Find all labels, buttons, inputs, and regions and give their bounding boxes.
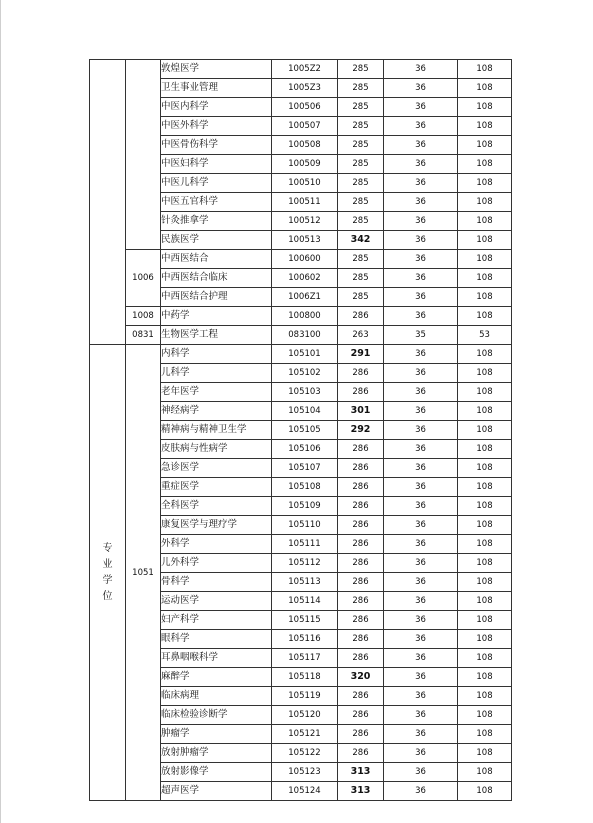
subject-score-100-cell: 36	[384, 592, 458, 611]
total-score-cell: 285	[338, 193, 384, 212]
major-name-cell: 针灸推拿学	[161, 212, 272, 231]
major-name-cell: 耳鼻咽喉科学	[161, 649, 272, 668]
major-name-cell: 精神病与精神卫生学	[161, 421, 272, 440]
total-score-cell: 285	[338, 98, 384, 117]
major-code-cell: 105113	[272, 573, 338, 592]
major-code-cell: 1005Z2	[272, 60, 338, 79]
subject-score-100-cell: 36	[384, 250, 458, 269]
major-code-cell: 105111	[272, 535, 338, 554]
table-row	[90, 250, 512, 269]
total-score-cell: 285	[338, 212, 384, 231]
subject-score-150-cell: 108	[458, 459, 512, 478]
major-name-cell: 敦煌医学	[161, 60, 272, 79]
subject-score-100-cell: 36	[384, 136, 458, 155]
subject-score-100-cell: 36	[384, 782, 458, 801]
table-row	[90, 326, 512, 345]
subject-score-150-cell: 108	[458, 535, 512, 554]
total-score-cell: 285	[338, 155, 384, 174]
subject-score-150-cell: 108	[458, 763, 512, 782]
major-code-cell: 100506	[272, 98, 338, 117]
subject-score-100-cell: 36	[384, 231, 458, 250]
total-score-cell: 292	[338, 421, 384, 440]
subject-score-150-cell: 108	[458, 231, 512, 250]
score-table-body	[90, 60, 512, 801]
subject-score-150-cell: 108	[458, 79, 512, 98]
subject-score-150-cell: 108	[458, 630, 512, 649]
discipline-code-cell: 1006	[126, 250, 161, 307]
subject-score-150-cell: 108	[458, 288, 512, 307]
major-code-cell: 105120	[272, 706, 338, 725]
subject-score-100-cell: 36	[384, 155, 458, 174]
major-name-cell: 麻醉学	[161, 668, 272, 687]
major-code-cell: 100509	[272, 155, 338, 174]
major-name-cell: 卫生事业管理	[161, 79, 272, 98]
major-name-cell: 重症医学	[161, 478, 272, 497]
subject-score-100-cell: 36	[384, 516, 458, 535]
subject-score-100-cell: 36	[384, 535, 458, 554]
total-score-cell: 320	[338, 668, 384, 687]
major-name-cell: 肿瘤学	[161, 725, 272, 744]
subject-score-100-cell: 36	[384, 725, 458, 744]
major-name-cell: 神经病学	[161, 402, 272, 421]
subject-score-150-cell: 108	[458, 725, 512, 744]
subject-score-150-cell: 108	[458, 706, 512, 725]
major-name-cell: 眼科学	[161, 630, 272, 649]
total-score-cell: 285	[338, 250, 384, 269]
subject-score-150-cell: 108	[458, 611, 512, 630]
total-score-cell: 286	[338, 649, 384, 668]
major-code-cell: 100511	[272, 193, 338, 212]
subject-score-100-cell: 36	[384, 649, 458, 668]
major-name-cell: 中医儿科学	[161, 174, 272, 193]
subject-score-100-cell: 36	[384, 421, 458, 440]
subject-score-150-cell: 108	[458, 307, 512, 326]
major-code-cell: 100508	[272, 136, 338, 155]
major-code-cell: 105123	[272, 763, 338, 782]
subject-score-150-cell: 108	[458, 744, 512, 763]
major-code-cell: 1005Z3	[272, 79, 338, 98]
total-score-cell: 286	[338, 440, 384, 459]
subject-score-150-cell: 108	[458, 250, 512, 269]
major-code-cell: 105102	[272, 364, 338, 383]
subject-score-100-cell: 36	[384, 288, 458, 307]
subject-score-100-cell: 36	[384, 60, 458, 79]
subject-score-100-cell: 36	[384, 687, 458, 706]
subject-score-150-cell: 108	[458, 155, 512, 174]
subject-score-150-cell: 108	[458, 687, 512, 706]
major-name-cell: 生物医学工程	[161, 326, 272, 345]
total-score-cell: 291	[338, 345, 384, 364]
discipline-code-cell: 0831	[126, 326, 161, 345]
major-name-cell: 中西医结合	[161, 250, 272, 269]
major-name-cell: 儿外科学	[161, 554, 272, 573]
subject-score-100-cell: 36	[384, 573, 458, 592]
subject-score-100-cell: 36	[384, 269, 458, 288]
total-score-cell: 286	[338, 459, 384, 478]
total-score-cell: 286	[338, 364, 384, 383]
subject-score-100-cell: 36	[384, 744, 458, 763]
table-row	[90, 345, 512, 364]
score-table	[89, 59, 512, 801]
major-name-cell: 内科学	[161, 345, 272, 364]
major-name-cell: 临床病理	[161, 687, 272, 706]
major-code-cell: 105116	[272, 630, 338, 649]
total-score-cell: 285	[338, 60, 384, 79]
major-code-cell: 100507	[272, 117, 338, 136]
major-code-cell: 105101	[272, 345, 338, 364]
subject-score-100-cell: 36	[384, 345, 458, 364]
subject-score-150-cell: 108	[458, 478, 512, 497]
major-code-cell: 105110	[272, 516, 338, 535]
subject-score-150-cell: 108	[458, 98, 512, 117]
major-name-cell: 外科学	[161, 535, 272, 554]
major-code-cell: 105107	[272, 459, 338, 478]
major-name-cell: 超声医学	[161, 782, 272, 801]
subject-score-100-cell: 36	[384, 763, 458, 782]
major-code-cell: 105109	[272, 497, 338, 516]
discipline-code-cell	[126, 60, 161, 250]
major-code-cell: 105119	[272, 687, 338, 706]
subject-score-100-cell: 36	[384, 117, 458, 136]
major-name-cell: 运动医学	[161, 592, 272, 611]
major-code-cell: 105117	[272, 649, 338, 668]
total-score-cell: 286	[338, 687, 384, 706]
subject-score-100-cell: 36	[384, 554, 458, 573]
table-row	[90, 307, 512, 326]
major-name-cell: 中西医结合护理	[161, 288, 272, 307]
degree-type-cell	[90, 60, 126, 345]
subject-score-100-cell: 36	[384, 459, 458, 478]
major-code-cell: 105124	[272, 782, 338, 801]
major-name-cell: 临床检验诊断学	[161, 706, 272, 725]
major-name-cell: 儿科学	[161, 364, 272, 383]
major-code-cell: 105122	[272, 744, 338, 763]
subject-score-100-cell: 36	[384, 440, 458, 459]
major-name-cell: 中医内科学	[161, 98, 272, 117]
subject-score-150-cell: 108	[458, 345, 512, 364]
subject-score-100-cell: 36	[384, 212, 458, 231]
subject-score-100-cell: 36	[384, 706, 458, 725]
major-code-cell: 100602	[272, 269, 338, 288]
major-code-cell: 105106	[272, 440, 338, 459]
degree-type-cell	[90, 345, 126, 801]
subject-score-150-cell: 108	[458, 782, 512, 801]
major-code-cell: 105114	[272, 592, 338, 611]
major-name-cell: 中医五官科学	[161, 193, 272, 212]
subject-score-150-cell: 108	[458, 212, 512, 231]
discipline-code-cell: 1008	[126, 307, 161, 326]
major-name-cell: 中药学	[161, 307, 272, 326]
subject-score-150-cell: 108	[458, 269, 512, 288]
major-name-cell: 放射影像学	[161, 763, 272, 782]
subject-score-150-cell: 108	[458, 649, 512, 668]
total-score-cell: 285	[338, 269, 384, 288]
total-score-cell: 286	[338, 554, 384, 573]
major-name-cell: 骨科学	[161, 573, 272, 592]
total-score-cell: 286	[338, 744, 384, 763]
total-score-cell: 286	[338, 516, 384, 535]
subject-score-100-cell: 36	[384, 668, 458, 687]
major-code-cell: 100600	[272, 250, 338, 269]
major-name-cell: 全科医学	[161, 497, 272, 516]
major-name-cell: 康复医学与理疗学	[161, 516, 272, 535]
major-code-cell: 100513	[272, 231, 338, 250]
major-name-cell: 中医骨伤科学	[161, 136, 272, 155]
major-name-cell: 中医妇科学	[161, 155, 272, 174]
subject-score-150-cell: 108	[458, 193, 512, 212]
subject-score-150-cell: 108	[458, 497, 512, 516]
total-score-cell: 285	[338, 174, 384, 193]
total-score-cell: 286	[338, 573, 384, 592]
total-score-cell: 286	[338, 630, 384, 649]
major-name-cell: 妇产科学	[161, 611, 272, 630]
total-score-cell: 286	[338, 497, 384, 516]
major-name-cell: 中医外科学	[161, 117, 272, 136]
subject-score-100-cell: 36	[384, 478, 458, 497]
total-score-cell: 285	[338, 288, 384, 307]
subject-score-150-cell: 108	[458, 573, 512, 592]
total-score-cell: 286	[338, 478, 384, 497]
major-name-cell: 放射肿瘤学	[161, 744, 272, 763]
subject-score-100-cell: 36	[384, 630, 458, 649]
total-score-cell: 286	[338, 307, 384, 326]
major-code-cell: 100512	[272, 212, 338, 231]
subject-score-100-cell: 36	[384, 307, 458, 326]
major-code-cell: 105103	[272, 383, 338, 402]
major-name-cell: 老年医学	[161, 383, 272, 402]
total-score-cell: 263	[338, 326, 384, 345]
total-score-cell: 286	[338, 535, 384, 554]
table-row	[90, 60, 512, 79]
major-name-cell: 中西医结合临床	[161, 269, 272, 288]
total-score-cell: 286	[338, 383, 384, 402]
subject-score-150-cell: 108	[458, 592, 512, 611]
discipline-code-cell: 1051	[126, 345, 161, 801]
subject-score-150-cell: 108	[458, 554, 512, 573]
subject-score-100-cell: 36	[384, 364, 458, 383]
major-code-cell: 105108	[272, 478, 338, 497]
major-code-cell: 100800	[272, 307, 338, 326]
subject-score-150-cell: 53	[458, 326, 512, 345]
subject-score-100-cell: 36	[384, 79, 458, 98]
subject-score-150-cell: 108	[458, 60, 512, 79]
major-code-cell: 105104	[272, 402, 338, 421]
total-score-cell: 313	[338, 763, 384, 782]
total-score-cell: 286	[338, 725, 384, 744]
major-code-cell: 105105	[272, 421, 338, 440]
major-code-cell: 100510	[272, 174, 338, 193]
major-name-cell: 皮肤病与性病学	[161, 440, 272, 459]
subject-score-100-cell: 36	[384, 98, 458, 117]
total-score-cell: 301	[338, 402, 384, 421]
subject-score-150-cell: 108	[458, 364, 512, 383]
major-code-cell: 1006Z1	[272, 288, 338, 307]
degree-type-label: 专业学位	[102, 542, 113, 602]
total-score-cell: 286	[338, 706, 384, 725]
major-code-cell: 083100	[272, 326, 338, 345]
subject-score-150-cell: 108	[458, 440, 512, 459]
subject-score-150-cell: 108	[458, 668, 512, 687]
subject-score-100-cell: 36	[384, 174, 458, 193]
subject-score-150-cell: 108	[458, 516, 512, 535]
major-code-cell: 105118	[272, 668, 338, 687]
total-score-cell: 342	[338, 231, 384, 250]
subject-score-100-cell: 36	[384, 497, 458, 516]
subject-score-100-cell: 36	[384, 611, 458, 630]
subject-score-150-cell: 108	[458, 136, 512, 155]
major-code-cell: 105115	[272, 611, 338, 630]
subject-score-100-cell: 36	[384, 193, 458, 212]
major-code-cell: 105121	[272, 725, 338, 744]
subject-score-150-cell: 108	[458, 402, 512, 421]
major-name-cell: 民族医学	[161, 231, 272, 250]
subject-score-150-cell: 108	[458, 174, 512, 193]
subject-score-150-cell: 108	[458, 383, 512, 402]
total-score-cell: 285	[338, 79, 384, 98]
total-score-cell: 286	[338, 592, 384, 611]
subject-score-150-cell: 108	[458, 421, 512, 440]
subject-score-100-cell: 36	[384, 402, 458, 421]
subject-score-100-cell: 36	[384, 383, 458, 402]
major-name-cell: 急诊医学	[161, 459, 272, 478]
total-score-cell: 286	[338, 611, 384, 630]
total-score-cell: 313	[338, 782, 384, 801]
total-score-cell: 285	[338, 117, 384, 136]
major-code-cell: 105112	[272, 554, 338, 573]
subject-score-150-cell: 108	[458, 117, 512, 136]
total-score-cell: 285	[338, 136, 384, 155]
subject-score-100-cell: 35	[384, 326, 458, 345]
